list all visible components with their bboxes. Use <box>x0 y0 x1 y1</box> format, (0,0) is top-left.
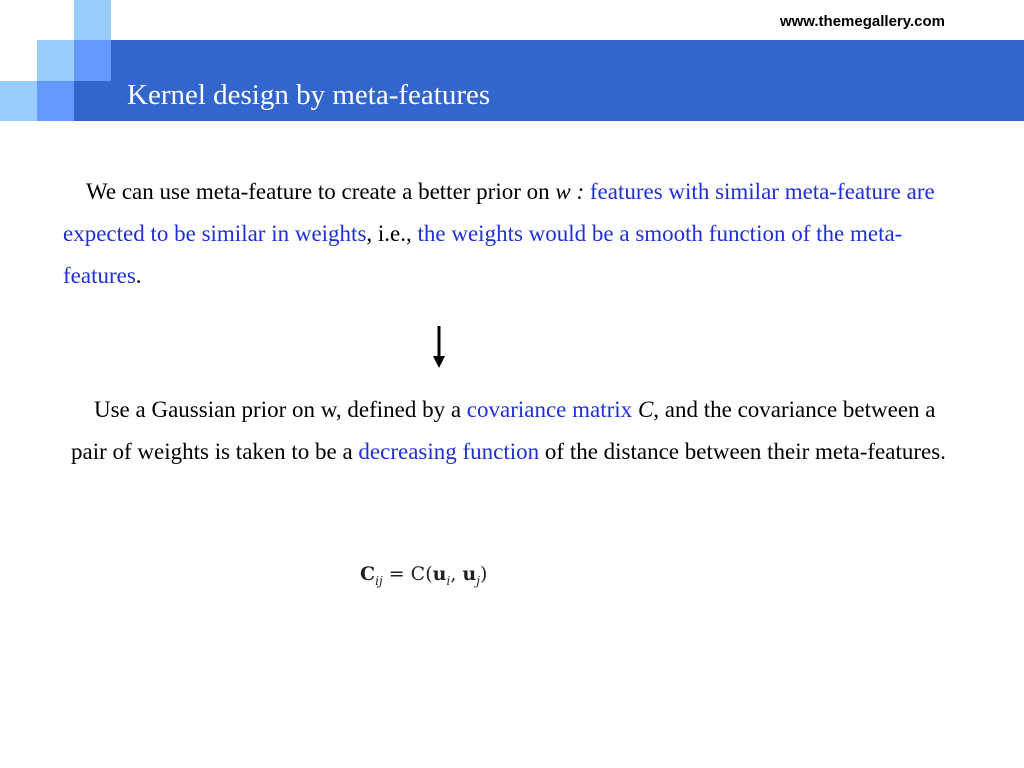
paragraph-gaussian <box>71 389 951 473</box>
deco-square <box>37 81 74 121</box>
formula-lhs-sub: ij <box>375 573 383 588</box>
deco-square <box>37 40 74 81</box>
text-segment: of the distance between their meta-features. <box>539 439 946 464</box>
covariance-formula <box>360 563 487 588</box>
slide-title: Kernel design by meta-features <box>127 79 491 111</box>
website-url: www.themegallery.com <box>779 13 945 30</box>
deco-square <box>74 81 111 121</box>
deco-square <box>0 81 37 121</box>
highlight-text: decreasing function <box>358 439 540 464</box>
variable-w: w : <box>555 179 585 204</box>
deco-square <box>74 40 111 81</box>
deco-square <box>74 0 111 40</box>
down-arrow-icon <box>431 325 447 369</box>
text-segment: . <box>135 263 142 288</box>
text-segment: Use a Gaussian prior on w, defined by a <box>94 397 467 422</box>
highlight-text: features with similar meta-feature are expected to be similar in weights <box>63 179 935 246</box>
formula-close: ) <box>479 563 488 585</box>
paragraph-prior <box>63 171 963 297</box>
formula-u2-sub: j <box>476 573 480 588</box>
highlight-text: covariance matrix <box>466 397 633 422</box>
text-segment: , i.e., <box>366 221 418 246</box>
text-segment: We can use meta-feature to create a better prior on <box>86 179 556 204</box>
formula-u1: u <box>432 563 447 585</box>
formula-lhs: C <box>360 563 376 585</box>
formula-u1-sub: i <box>446 573 451 588</box>
highlight-text: the weights would be a smooth function of the meta-features <box>63 221 903 288</box>
formula-comma: , <box>450 563 463 585</box>
formula-eq: = C( <box>382 563 433 585</box>
text-segment: , and the covariance between a pair of weights is taken to be a <box>71 397 936 464</box>
variable-c: C <box>637 397 654 422</box>
formula-u2: u <box>462 563 477 585</box>
